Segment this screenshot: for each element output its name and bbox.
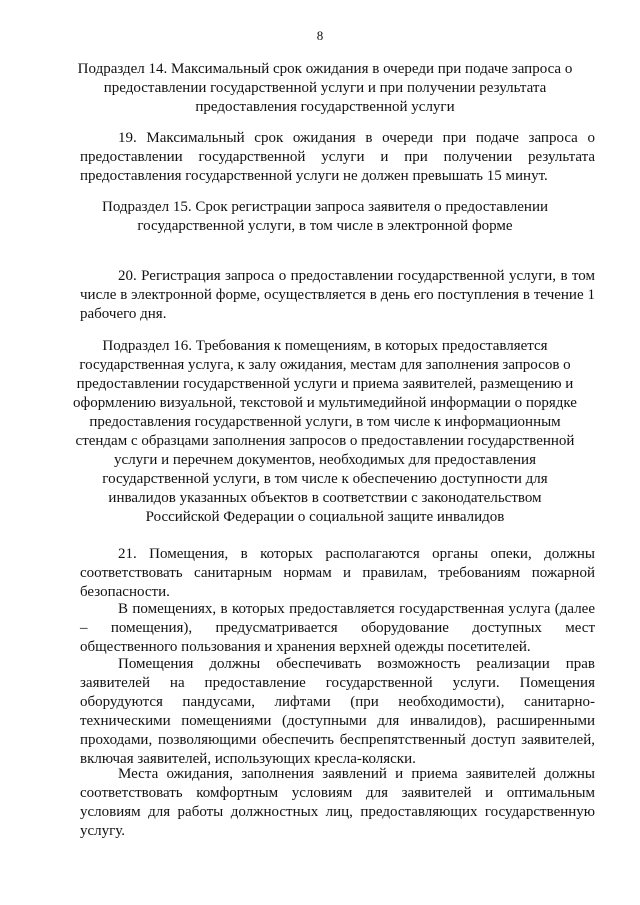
- section-15-heading: Подраздел 15. Срок регистрации запроса заявителя о предоставлении государственной услуги, в том числе в электронной форме: [101, 199, 548, 234]
- section-16-heading: Подраздел 16. Требования к помещениям, в которых предоставляется государственная услуга, к залу ожидания, местам для заполнения запросов о предоставлении государственной услуги и приема заявителей, размещению и оформлению визуальной, текстовой и мультимедийной информации о порядке предоставления государственной услуги, в том числе к информационным стендам с образцами заполнения запросов о предоставлении государственной услуги и перечнем документов, необходимых для предоставления государственной услуги, в том числе к обеспечению доступности для инвалидов указанных объектов в соответствии с законодательством Российской Федерации о социальной защите инвалидов: [73, 338, 577, 525]
- paragraph-21-waiting-places: Места ожидания, заполнения заявлений и приема заявителей должны соответствовать комфортным условиям для заявителей и оптимальным условиям для работы должностных лиц, предоставляющих государственную услугу.: [80, 766, 595, 839]
- paragraph-21: 21. Помещения, в которых располагаются органы опеки, должны соответствовать санитарным нормам и правилам, требованиям пожарной безопасности.: [80, 546, 595, 600]
- page-number: 8: [316, 28, 324, 43]
- paragraph-21-accessibility: Помещения должны обеспечивать возможность реализации прав заявителей на предоставление государственной услуги. Помещения оборудуются пандусами, лифтами (при необходимости), санитарно-техническими помещениями (доступными для инвалидов), расширенными проходами, позволяющими обеспечить беспрепятственный доступ заявителей, включая заявителей, использующих кресла-коляски.: [80, 656, 595, 767]
- section-14-heading: Подраздел 14. Максимальный срок ожидания в очереди при подаче запроса о предоставлении государственной услуги и при получении результата предоставления государственной услуги: [77, 61, 573, 115]
- paragraph-21-premises: В помещениях, в которых предоставляется государственная услуга (далее – помещения), предусматривается оборудование доступных мест общественного пользования и хранения верхней одежды посетителей.: [80, 601, 595, 655]
- paragraph-20: 20. Регистрация запроса о предоставлении государственной услуги, в том числе в электронной форме, осуществляется в день его поступления в течение 1 рабочего дня.: [80, 268, 595, 322]
- paragraph-19: 19. Максимальный срок ожидания в очереди при подаче запроса о предоставлении государственной услуги и при получении результата предоставления государственной услуги не должен превышать 15 минут.: [80, 130, 595, 184]
